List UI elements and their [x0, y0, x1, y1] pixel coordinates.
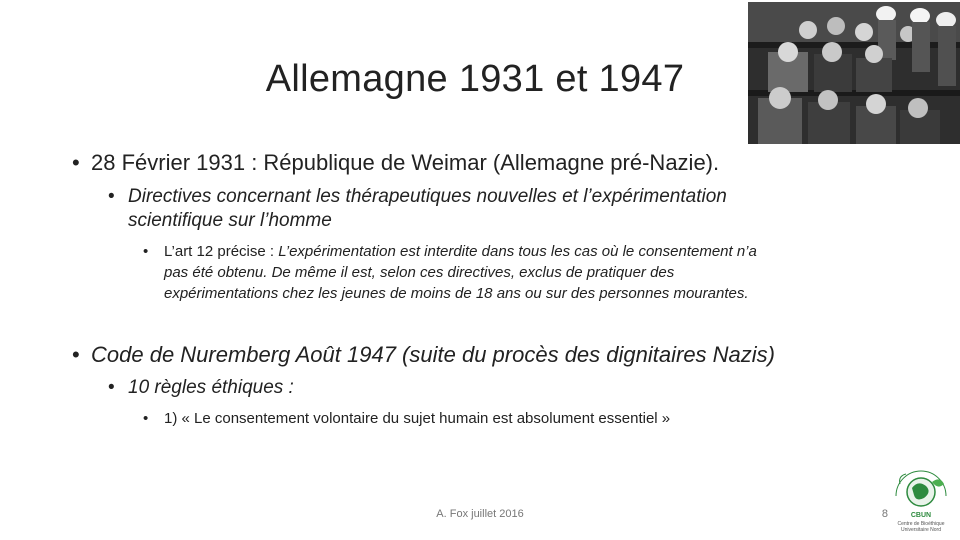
bullet-art12-line1 — [164, 242, 757, 261]
art12-quote-line1: L’expérimentation est interdite dans tous les cas où le consentement n’a — [278, 243, 757, 260]
bullet-rule-one-text: 1) « Le consentement volontaire du sujet humain est absolument essentiel » — [164, 410, 671, 427]
photo-image-icon — [748, 2, 960, 144]
bullet-ten-rules-text: 10 règles éthiques : — [128, 377, 294, 398]
bullet-dot: • — [72, 342, 80, 367]
art12-quote-line2: pas été obtenu. De même il est, selon ces directives, exclus de pratiquer des — [164, 264, 675, 281]
bullet-weimar-text: 28 Février 1931 : République de Weimar (Allemagne pré-Nazie). — [91, 150, 720, 175]
nuremberg-trial-photo — [748, 2, 960, 144]
bullet-dot: • — [143, 410, 149, 427]
bullet-dot: • — [108, 186, 115, 207]
bullet-dot: • — [72, 150, 80, 175]
bullet-directives-line2: scientifique sur l’homme — [128, 210, 332, 231]
art12-quote-line3: expérimentations chez les jeunes de moins de 18 ans ou sur des personnes mourantes. — [164, 285, 749, 302]
cbun-logo — [888, 462, 954, 538]
world-leaf-logo-icon — [888, 462, 954, 514]
art12-prefix: L’art 12 précise : — [164, 243, 279, 260]
logo-subtitle: Centre de Bioéthique Universitaire Nord — [897, 521, 945, 533]
bullet-nuremberg-text: Code de Nuremberg Août 1947 (suite du procès des dignitaires Nazis) — [91, 342, 775, 367]
bullet-directives-line1: Directives concernant les thérapeutiques nouvelles et l’expérimentation — [128, 186, 727, 207]
bullet-dot: • — [108, 377, 115, 398]
slide-title: Allemagne 1931 et 1947 — [265, 58, 685, 100]
bullet-dot: • — [143, 243, 149, 260]
footer-author-date: A. Fox juillet 2016 — [436, 508, 524, 520]
page-number: 8 — [881, 508, 888, 520]
logo-name: CBUN — [910, 512, 932, 519]
